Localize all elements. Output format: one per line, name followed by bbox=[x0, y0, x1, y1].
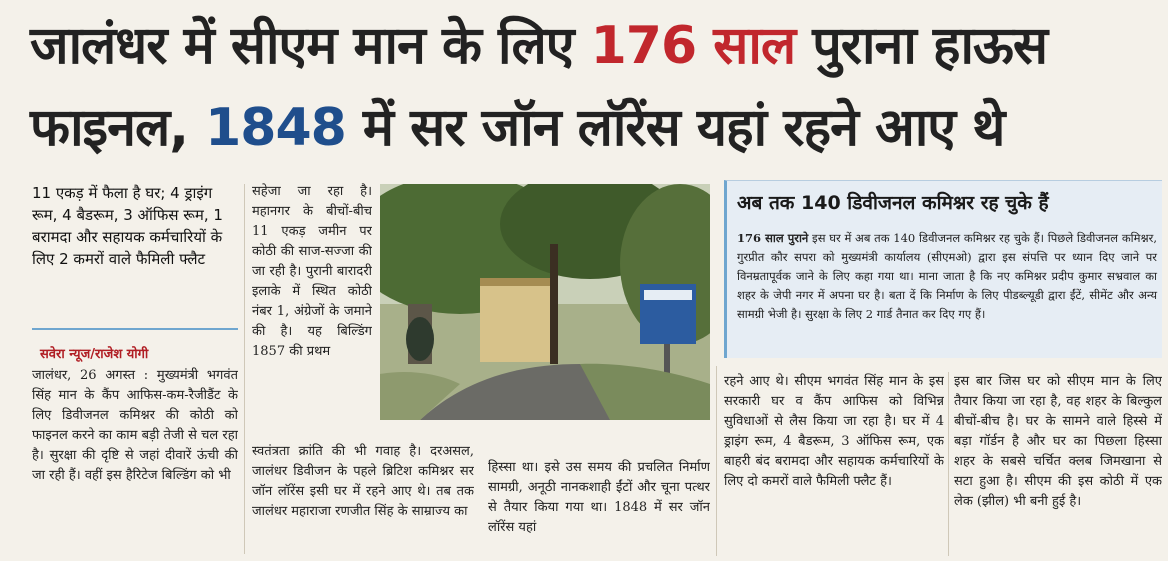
headline-line-2 bbox=[30, 98, 1005, 158]
house-photo bbox=[380, 184, 710, 420]
headline-text: जालंधर में सीएम मान के लिए bbox=[30, 16, 591, 76]
headline-line-1 bbox=[30, 16, 1047, 76]
headline-text: पुराना हाऊस bbox=[795, 16, 1047, 76]
article-column-1: जालंधर, 26 अगस्त : मुख्यमंत्री भगवंत सिंह मान के कैंप आफिस-कम-रैजीडैंट के लिए डिवीजनल कमिश्नर की कोठी को फाइनल करने का काम बड़ी तेजी से चल रहा है। सुरक्षा की दृष्टि से जहां दीवारें ऊंची की जा रही हैं। वहीं इस हैरिटेज बिल्डिंग को भी bbox=[32, 368, 238, 483]
info-box-lead: 176 साल पुराने bbox=[737, 231, 809, 245]
photo-illustration bbox=[380, 184, 710, 420]
info-box bbox=[724, 180, 1162, 358]
article-column-3: हिस्सा था। इसे उस समय की प्रचलित निर्माण सामग्री, अनूठी नानकशाही ईंटों और चूना पत्थर से तैयार किया गया था। 1848 में सर जॉन लॉरेंस यहां bbox=[488, 460, 710, 535]
column-divider bbox=[244, 184, 245, 554]
headline-highlight-red: 176 साल bbox=[590, 16, 796, 76]
headline-text: फाइनल, bbox=[30, 98, 206, 158]
info-box-body bbox=[737, 229, 1157, 324]
headline-text: में सर जॉन लॉरेंस यहां रहने आए थे bbox=[345, 98, 1005, 158]
article-column-2-top: सहेजा जा रहा है। महानगर के बीचों-बीच 11 एकड़ जमीन पर कोठी की साज-सज्जा की जा रही है। पुरानी बारादरी इलाके में स्थित कोठी नंबर 1, अंग्रेजों के जमाने की है। यह बिल्डिंग 1857 की प्रथम bbox=[252, 184, 372, 359]
info-box-title: अब तक 140 डिवीजनल कमिश्नर रह चुके हैं bbox=[737, 192, 1049, 214]
byline: सवेरा न्यूज/राजेश योगी bbox=[40, 347, 149, 362]
article-column-2-bottom: स्वतंत्रता क्रांति की भी गवाह है। दरअसल, जालंधर डिवीजन के पहले ब्रिटिश कमिश्नर सर जॉन लॉरेंस इसी घर में रहने आए थे। तब तक जालंधर महाराजा रणजीत सिंह के साम्राज्य का bbox=[252, 444, 474, 519]
article-column-4: रहने आए थे। सीएम भगवंत सिंह मान के इस सरकारी घर व कैंप आफिस को विभिन्न सुविधाओं से लैस किया जा रहा है। घर में 4 ड्राइंग रूम, 4 बैडरूम, 3 ऑफिस रूम, एक बाहरी बंद बरामदा और सहायक कर्मचारियों के लिए दो कमरों वाले फैमिली फ्लैट हैं। bbox=[724, 374, 944, 489]
story-deck: 11 एकड़ में फैला है घर; 4 ड्राइंग रूम, 4 बैडरूम, 3 ऑफिस रूम, 1 बरामदा और सहायक कर्मचारियों के लिए 2 कमरों वाले फैमिली फ्लैट bbox=[32, 184, 223, 268]
article-column-5: इस बार जिस घर को सीएम मान के लिए तैयार किया जा रहा है, वह शहर के बिल्कुल बीचों-बीच है। घर के सामने वाले हिस्से में बड़ा गॉर्डन है और घर का पिछला हिस्सा शहर के सबसे चर्चित क्लब जिमखाना से सटा हुआ है। सीएम की इस कोठी में एक लेक (झील) भी बनी हुई है। bbox=[954, 374, 1162, 509]
column-divider bbox=[716, 366, 717, 556]
deck-divider bbox=[32, 328, 238, 330]
headline-highlight-blue: 1848 bbox=[205, 98, 346, 158]
info-box-text: इस घर में अब तक 140 डिवीजनल कमिश्नर रह चुके हैं। पिछले डिवीजनल कमिश्नर, गुरप्रीत कौर सपरा को मुख्यमंत्री कार्यालय (सीएमओ) द्वारा इस संपत्ति पर ध्यान दिए जाने पर विनम्रतापूर्वक जाने के लिए कहा गया था। माना जाता है कि नए कमिश्नर प्रदीप कुमार सभ्रवाल का शहर के जेपी नगर में अपना घर है। बता दें कि निर्माण के लिए पीडब्ल्यूडी द्वारा ईंटें, सीमेंट और अन्य सामग्री भेजी है। सुरक्षा के लिए 2 गार्ड तैनात कर दिए गए हैं। bbox=[737, 231, 1157, 321]
column-divider bbox=[948, 372, 949, 556]
